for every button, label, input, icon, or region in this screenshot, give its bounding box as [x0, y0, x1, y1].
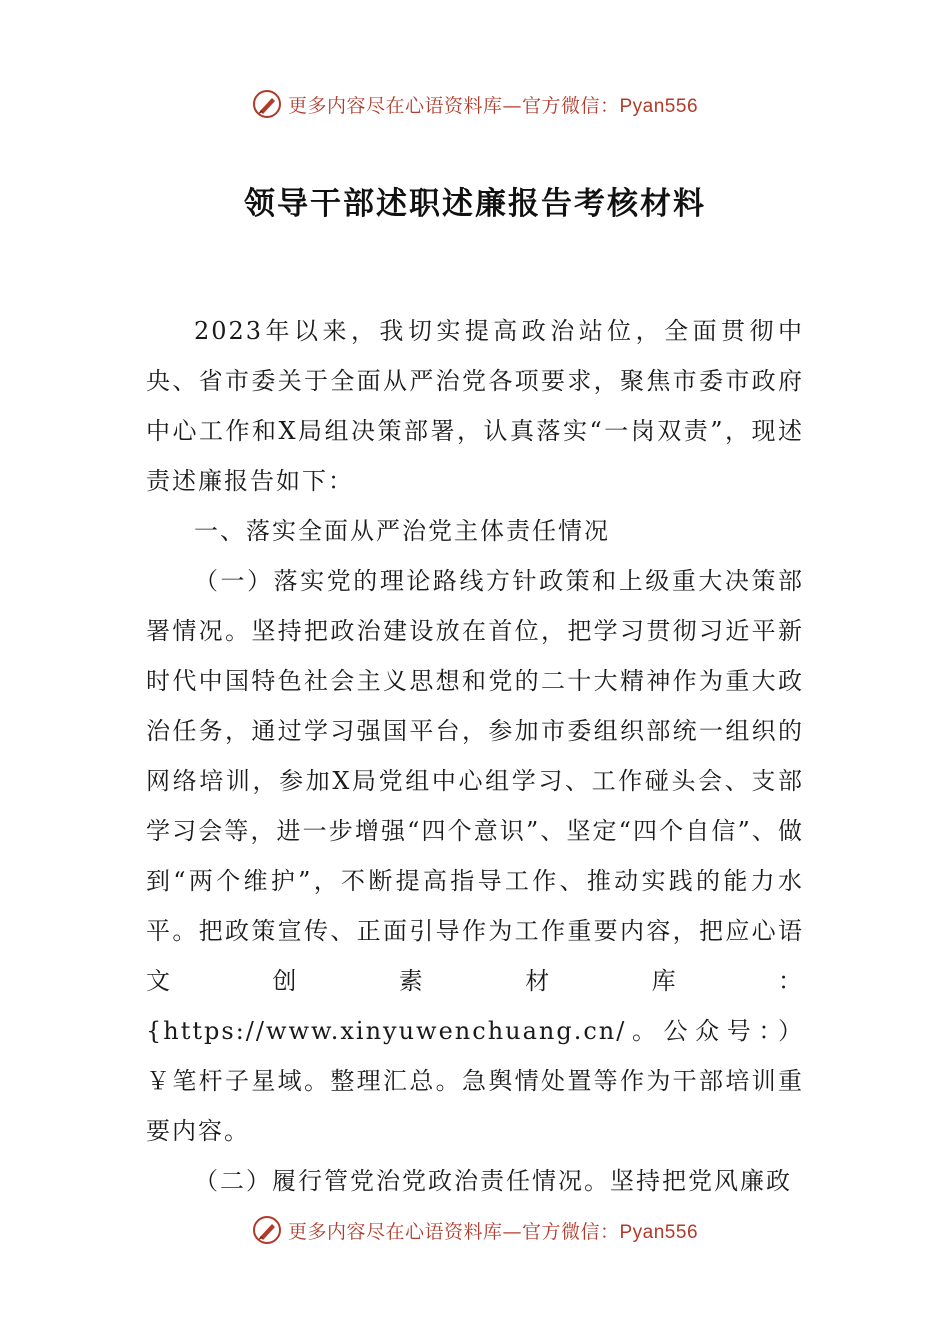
- intro-paragraph: 2023年以来，我切实提高政治站位，全面贯彻中央、省市委关于全面从严治党各项要求，聚焦市委市政府中心工作和X局组决策部署，认真落实“一岗双责”，现述责述廉报告如下：: [146, 317, 804, 495]
- pen-logo-icon: [252, 1215, 282, 1245]
- watermark-text: 更多内容尽在心语资料库—官方微信：Pyan556: [287, 94, 699, 117]
- document-body: [146, 306, 804, 1206]
- watermark-header: [0, 84, 950, 124]
- document-title: 领导干部述职述廉报告考核材料: [244, 186, 706, 222]
- watermark-text: 更多内容尽在心语资料库—官方微信：Pyan556: [287, 1220, 699, 1243]
- body-paragraph: （一）落实党的理论路线方针政策和上级重大决策部署情况。坚持把政治建设放在首位，把学习贯彻习近平新时代中国特色社会主义思想和党的二十大精神作为重大政治任务，通过学习强国平台，参加市委组织部统一组织的网络培训，参加X局党组中心组学习、工作碰头会、支部学习会等，进一步增强“四个意识”、坚定“四个自信”、做到“两个维护”，不断提高指导工作、推动实践的能力水平。把政策宣传、正面引导作为工作重要内容，把应心语文创素材库：{https://www.xinyuwenchuang.cn/。公众号：）￥笔杆子星域。整理汇总。急舆情处置等作为干部培训重要内容。: [146, 567, 804, 1145]
- body-paragraph: （二）履行管党治党政治责任情况。坚持把党风廉政: [194, 1167, 792, 1195]
- watermark-footer: [0, 1210, 950, 1250]
- section-heading: 一、落实全面从严治党主体责任情况: [194, 517, 610, 545]
- pen-logo-icon: [252, 89, 282, 119]
